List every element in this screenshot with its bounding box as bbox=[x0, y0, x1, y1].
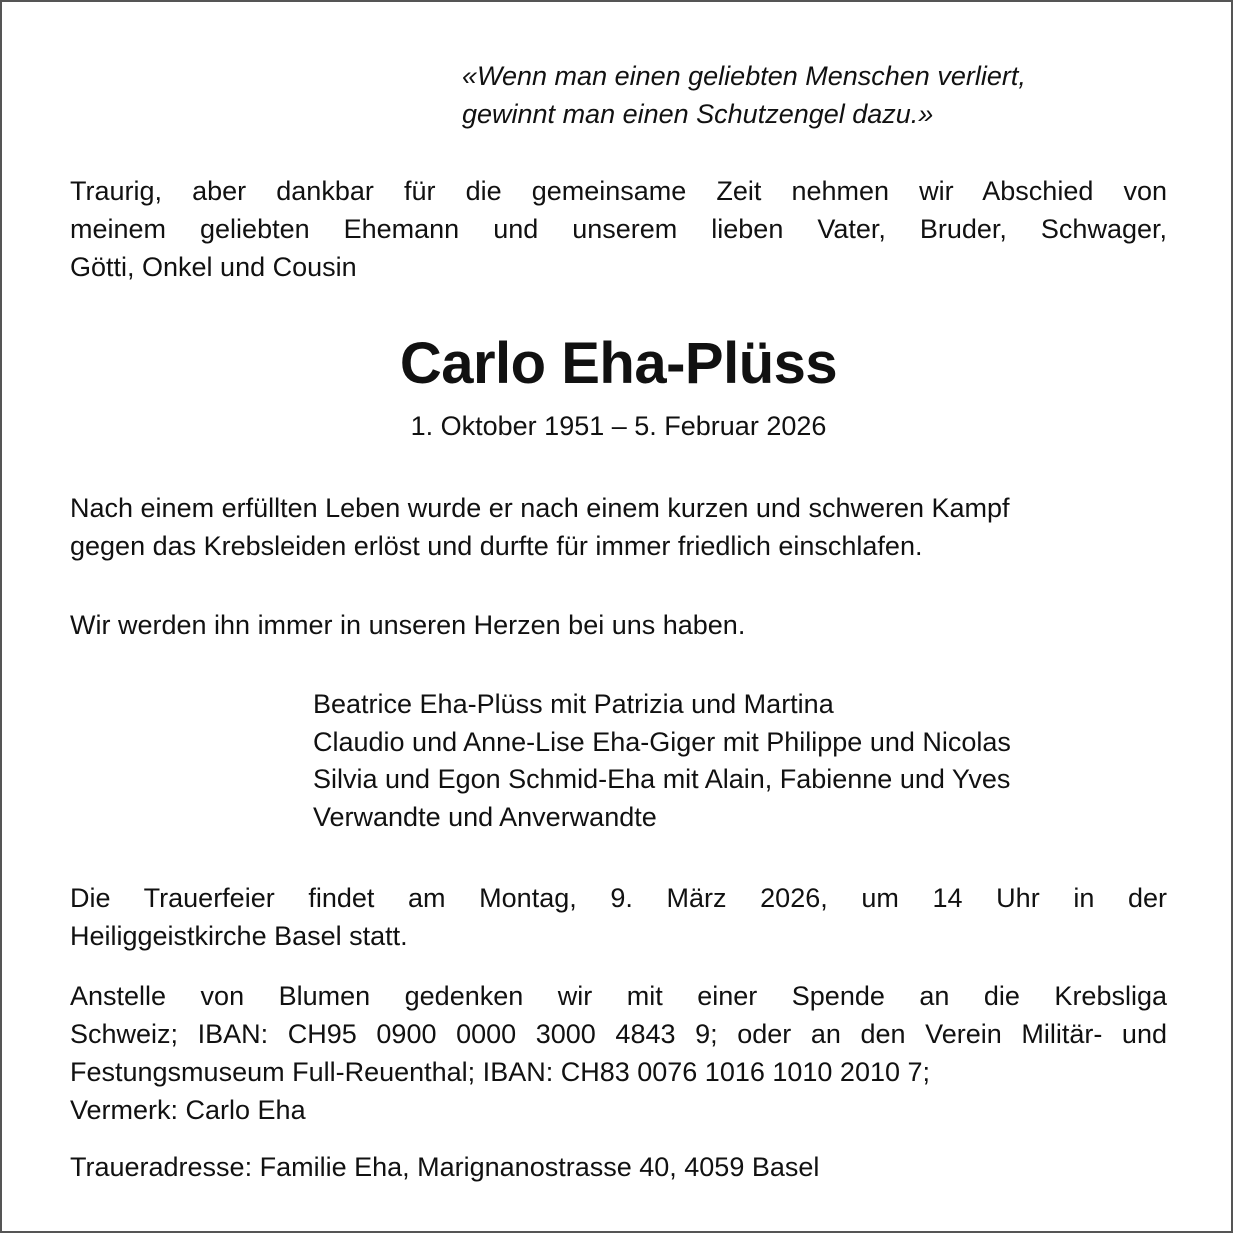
donation-line: Schweiz; IBAN: CH95 0900 0000 3000 4843 9; oder an den Verein Militär- und bbox=[70, 1019, 1167, 1049]
ceremony-line: Die Trauerfeier findet am Montag, 9. März 2026, um 14 Uhr in der bbox=[70, 883, 1167, 913]
mourning-address: Traueradresse: Familie Eha, Marignanostrasse 40, 4059 Basel bbox=[70, 1152, 820, 1182]
hearts-line: Wir werden ihn immer in unseren Herzen bei uns haben. bbox=[70, 610, 746, 640]
donation-line: Festungsmuseum Full-Reuenthal; IBAN: CH83 0076 1016 1010 2010 7; bbox=[70, 1057, 931, 1087]
epigraph-quote bbox=[462, 57, 1182, 133]
donation-line: Anstelle von Blumen gedenken wir mit einer Spende an die Krebsliga bbox=[70, 981, 1167, 1011]
quote-line: «Wenn man einen geliebten Menschen verliert, bbox=[462, 61, 1026, 91]
ceremony-line: Heiliggeistkirche Basel statt. bbox=[70, 921, 408, 951]
hearts-paragraph bbox=[70, 606, 1167, 644]
mourner-entry: Silvia und Egon Schmid-Eha mit Alain, Fabienne und Yves bbox=[313, 764, 1011, 794]
life-paragraph bbox=[70, 489, 1167, 565]
ceremony-paragraph bbox=[70, 879, 1167, 955]
life-dates: 1. Oktober 1951 – 5. Februar 2026 bbox=[410, 411, 827, 441]
mourners-list bbox=[313, 686, 1193, 836]
quote-line: gewinnt man einen Schutzengel dazu.» bbox=[462, 99, 934, 129]
donation-paragraph bbox=[70, 977, 1167, 1129]
address-paragraph bbox=[70, 1148, 1167, 1186]
life-line: Nach einem erfüllten Leben wurde er nach einem kurzen und schweren Kampf bbox=[70, 493, 1010, 523]
intro-paragraph bbox=[70, 172, 1167, 286]
life-line: gegen das Krebsleiden erlöst und durfte für immer friedlich einschlafen. bbox=[70, 531, 923, 561]
intro-line: Götti, Onkel und Cousin bbox=[70, 252, 357, 282]
deceased-name: Carlo Eha-Plüss bbox=[399, 331, 838, 396]
donation-line: Vermerk: Carlo Eha bbox=[70, 1095, 306, 1125]
mourner-entry: Verwandte und Anverwandte bbox=[313, 801, 657, 832]
intro-line: meinem geliebten Ehemann und unserem lieben Vater, Bruder, Schwager, bbox=[70, 214, 1167, 244]
mourner-entry: Claudio und Anne-Lise Eha-Giger mit Philippe und Nicolas bbox=[313, 726, 1011, 757]
intro-line: Traurig, aber dankbar für die gemeinsame Zeit nehmen wir Abschied von bbox=[70, 176, 1167, 206]
mourner-entry: Beatrice Eha-Plüss mit Patrizia und Martina bbox=[313, 689, 834, 719]
